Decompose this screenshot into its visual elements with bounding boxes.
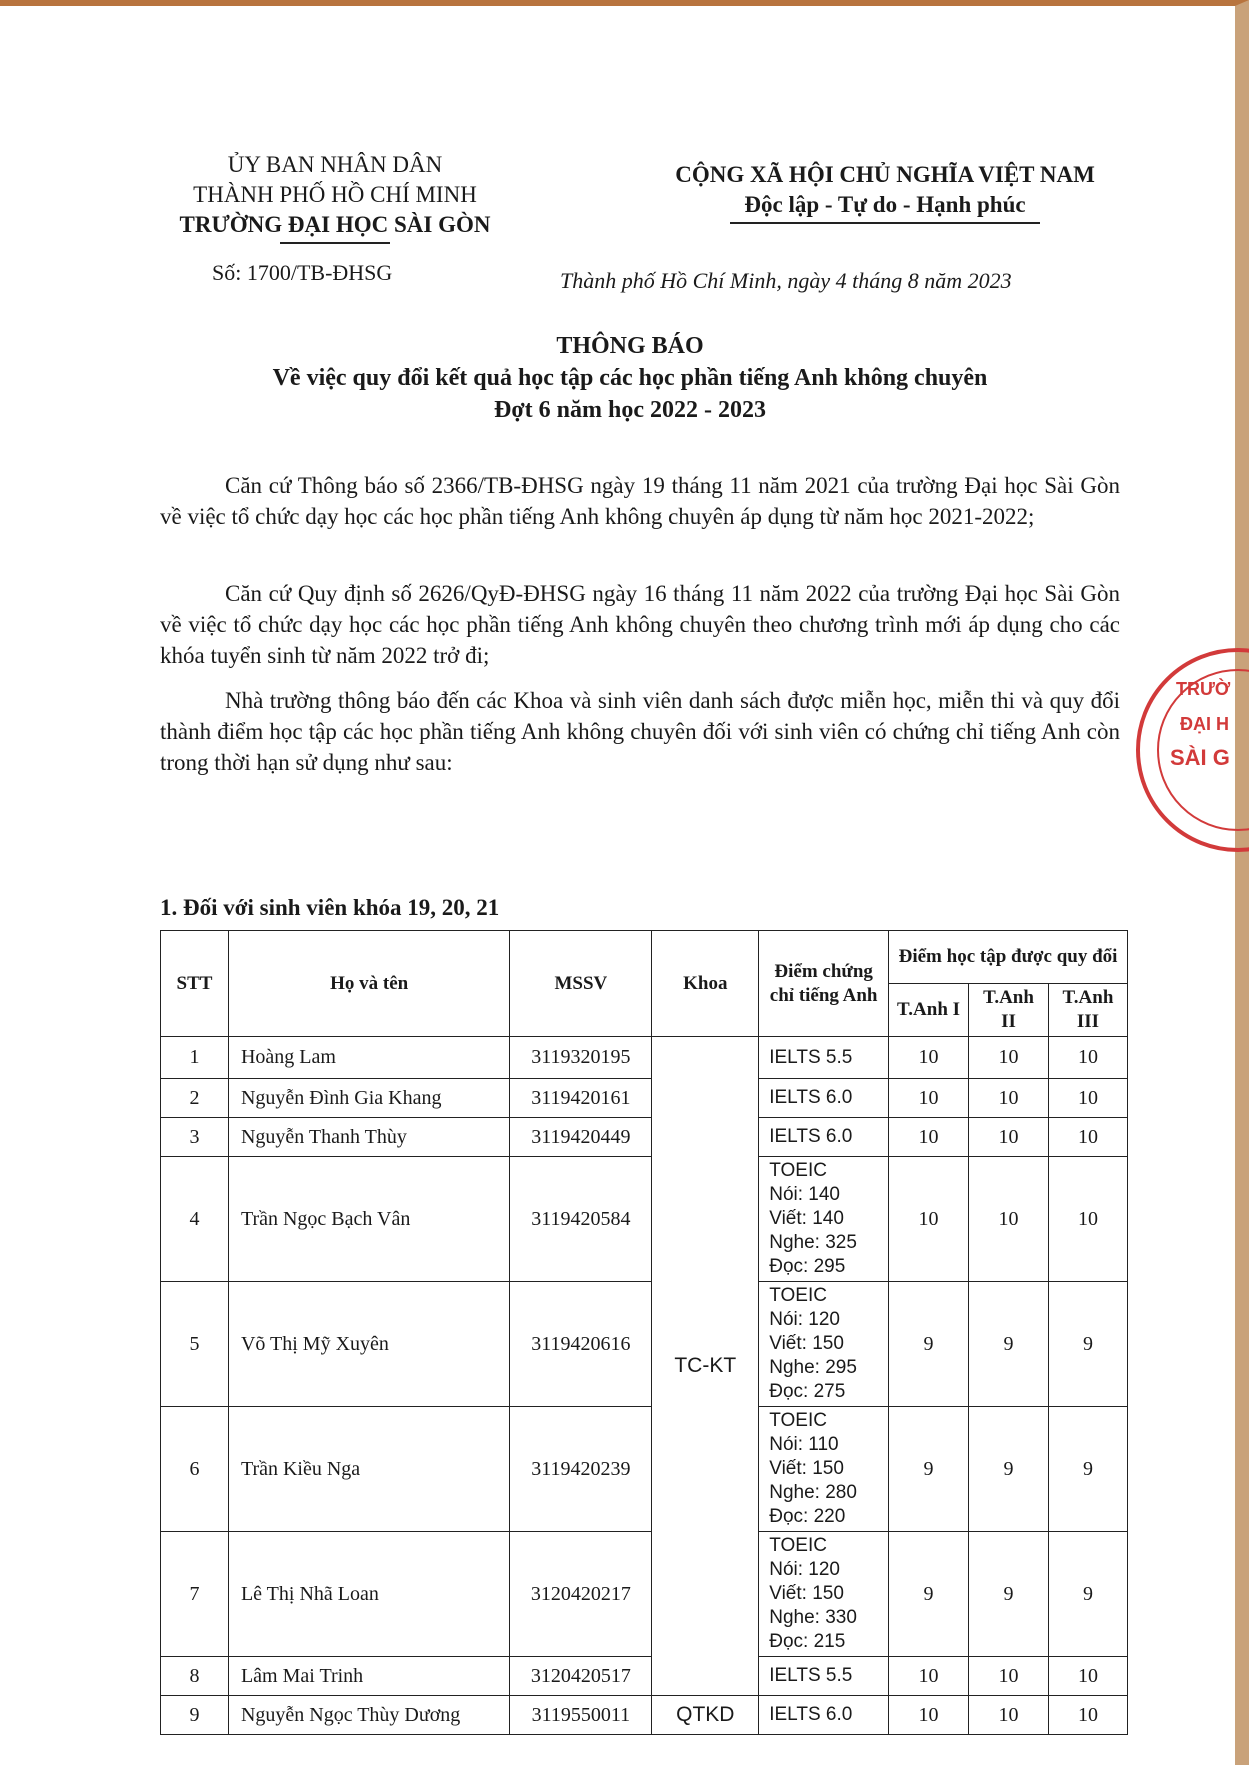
certificate-line: Đọc: 295 — [769, 1256, 846, 1277]
cell-name: Nguyễn Thanh Thùy — [228, 1118, 509, 1157]
cell-stt: 6 — [161, 1407, 229, 1532]
issuer-underline — [280, 242, 390, 244]
cell-certificate — [759, 1079, 889, 1118]
certificate-line: Nghe: 325 — [769, 1232, 857, 1253]
cell-tanh-2: 9 — [969, 1407, 1049, 1532]
cell-name: Hoàng Lam — [228, 1037, 509, 1079]
table-row — [161, 1407, 1128, 1532]
official-seal — [1128, 625, 1249, 865]
header-mssv: MSSV — [510, 931, 652, 1037]
certificate-line: Đọc: 275 — [769, 1381, 846, 1402]
cell-stt: 4 — [161, 1157, 229, 1282]
table-row — [161, 1532, 1128, 1657]
cell-stt: 3 — [161, 1118, 229, 1157]
cell-khoa: TC-KT — [652, 1037, 759, 1696]
certificate-line: Nói: 120 — [769, 1559, 841, 1580]
national-motto: Độc lập - Tự do - Hạnh phúc — [744, 192, 1026, 217]
cell-tanh-1: 10 — [889, 1657, 969, 1696]
cell-tanh-1: 10 — [889, 1037, 969, 1079]
cell-khoa: QTKD — [652, 1696, 759, 1735]
motto-underline — [730, 222, 1040, 224]
certificate-line: IELTS 5.5 — [769, 1665, 853, 1686]
issuer-line-2: THÀNH PHỐ HỒ CHÍ MINH — [193, 182, 477, 207]
cell-mssv: 3119420161 — [510, 1079, 652, 1118]
table-row — [161, 1157, 1128, 1282]
cell-tanh-3: 9 — [1048, 1407, 1127, 1532]
cell-tanh-1: 9 — [889, 1532, 969, 1657]
cell-tanh-3: 10 — [1048, 1157, 1127, 1282]
cell-tanh-3: 9 — [1048, 1532, 1127, 1657]
certificate-line: IELTS 5.5 — [769, 1046, 853, 1068]
cell-tanh-1: 10 — [889, 1079, 969, 1118]
cell-tanh-2: 10 — [969, 1696, 1049, 1735]
cell-tanh-2: 10 — [969, 1037, 1049, 1079]
header-name: Họ và tên — [228, 931, 509, 1037]
cell-tanh-3: 10 — [1048, 1657, 1127, 1696]
certificate-line: Đọc: 215 — [769, 1631, 846, 1652]
table-body — [161, 1037, 1128, 1735]
issuer-line-3: TRƯỜNG ĐẠI HỌC SÀI GÒN — [179, 212, 491, 237]
title-line-2: Về việc quy đổi kết quả học tập các học phần tiếng Anh không chuyên — [272, 365, 988, 391]
national-header — [615, 160, 1155, 224]
issuer-line-1: ỦY BAN NHÂN DÂN — [227, 152, 443, 177]
table-row — [161, 1282, 1128, 1407]
cell-mssv: 3119550011 — [510, 1696, 652, 1735]
certificate-line: IELTS 6.0 — [769, 1704, 853, 1725]
header-t2: T.Anh II — [969, 984, 1049, 1037]
document-title — [140, 330, 1120, 426]
cell-certificate — [759, 1696, 889, 1735]
certificate-line: Viết: 150 — [769, 1583, 844, 1604]
table-row — [161, 1079, 1128, 1118]
cell-name: Võ Thị Mỹ Xuyên — [228, 1282, 509, 1407]
table-header-row — [161, 931, 1128, 984]
cell-name: Nguyễn Đình Gia Khang — [228, 1079, 509, 1118]
cell-tanh-3: 10 — [1048, 1079, 1127, 1118]
cell-tanh-2: 10 — [969, 1157, 1049, 1282]
certificate-line: TOEIC — [769, 1535, 827, 1556]
cell-certificate — [759, 1282, 889, 1407]
cell-tanh-2: 10 — [969, 1079, 1049, 1118]
cell-mssv: 3119420239 — [510, 1407, 652, 1532]
cell-mssv: 3119420584 — [510, 1157, 652, 1282]
conversion-table — [160, 930, 1128, 1735]
cell-name: Lê Thị Nhã Loan — [228, 1532, 509, 1657]
certificate-line: TOEIC — [769, 1410, 827, 1431]
certificate-line: Nghe: 295 — [769, 1357, 857, 1378]
cell-name: Lâm Mai Trinh — [228, 1657, 509, 1696]
certificate-line: Viết: 150 — [769, 1333, 844, 1354]
cell-tanh-1: 10 — [889, 1118, 969, 1157]
certificate-line: Nói: 120 — [769, 1309, 841, 1330]
cell-tanh-2: 9 — [969, 1282, 1049, 1407]
header-t3: T.Anh III — [1048, 984, 1127, 1037]
cell-certificate — [759, 1118, 889, 1157]
certificate-line: Nói: 110 — [769, 1434, 839, 1455]
header-converted: Điểm học tập được quy đổi — [889, 931, 1128, 984]
certificate-line: Viết: 140 — [769, 1208, 844, 1229]
cell-certificate — [759, 1407, 889, 1532]
cell-stt: 1 — [161, 1037, 229, 1079]
certificate-line: Đọc: 220 — [769, 1506, 846, 1527]
cell-tanh-3: 10 — [1048, 1118, 1127, 1157]
cell-stt: 2 — [161, 1079, 229, 1118]
cell-tanh-2: 10 — [969, 1657, 1049, 1696]
section-heading: 1. Đối với sinh viên khóa 19, 20, 21 — [160, 895, 500, 920]
cell-stt: 9 — [161, 1696, 229, 1735]
cell-name: Trần Kiều Nga — [228, 1407, 509, 1532]
cell-mssv: 3120420517 — [510, 1657, 652, 1696]
cell-tanh-2: 10 — [969, 1118, 1049, 1157]
national-line-1: CỘNG XÃ HỘI CHỦ NGHĨA VIỆT NAM — [675, 162, 1095, 187]
paragraph-2: Căn cứ Quy định số 2626/QyĐ-ĐHSG ngày 16 tháng 11 năm 2022 của trường Đại học Sài Gòn về việc tổ chức dạy học các học phần tiếng Anh không chuyên theo chương trình mới áp dụng cho các khóa tuyển sinh từ năm 2022 trở đi; — [160, 581, 1120, 668]
cell-name: Nguyễn Ngọc Thùy Dương — [228, 1696, 509, 1735]
header-t1: T.Anh I — [889, 984, 969, 1037]
cell-tanh-3: 10 — [1048, 1037, 1127, 1079]
issuer-header — [140, 150, 530, 244]
cell-tanh-1: 10 — [889, 1696, 969, 1735]
certificate-line: Nói: 140 — [769, 1184, 841, 1205]
certificate-line: Nghe: 330 — [769, 1607, 857, 1628]
table-row — [161, 1696, 1128, 1735]
cell-stt: 5 — [161, 1282, 229, 1407]
certificate-line: Viết: 150 — [769, 1458, 844, 1479]
header-cert: Điểm chứng chỉ tiếng Anh — [759, 931, 889, 1037]
table-row — [161, 1037, 1128, 1079]
seal-text-3: SÀI G — [1170, 745, 1230, 770]
cell-certificate — [759, 1037, 889, 1079]
document-number: Số: 1700/TB-ĐHSG — [212, 260, 393, 285]
cell-mssv: 3119420616 — [510, 1282, 652, 1407]
header-stt: STT — [161, 931, 229, 1037]
cell-mssv: 3119420449 — [510, 1118, 652, 1157]
cell-mssv: 3119320195 — [510, 1037, 652, 1079]
document-date: Thành phố Hồ Chí Minh, ngày 4 tháng 8 năm 2023 — [560, 268, 1012, 293]
certificate-line: IELTS 6.0 — [769, 1087, 853, 1108]
cell-tanh-3: 10 — [1048, 1696, 1127, 1735]
cell-tanh-1: 9 — [889, 1407, 969, 1532]
cell-stt: 7 — [161, 1532, 229, 1657]
seal-text-1: TRƯỜ — [1176, 679, 1231, 699]
certificate-line: TOEIC — [769, 1285, 827, 1306]
title-line-1: THÔNG BÁO — [556, 333, 704, 359]
cell-certificate — [759, 1657, 889, 1696]
table-row — [161, 1118, 1128, 1157]
certificate-line: IELTS 6.0 — [769, 1126, 853, 1147]
cell-tanh-1: 9 — [889, 1282, 969, 1407]
seal-text-2: ĐẠI H — [1180, 714, 1229, 734]
cell-mssv: 3120420217 — [510, 1532, 652, 1657]
cell-stt: 8 — [161, 1657, 229, 1696]
paragraph-3: Nhà trường thông báo đến các Khoa và sinh viên danh sách được miễn học, miễn thi và quy đổi thành điểm học tập các học phần tiếng Anh không chuyên đối với sinh viên có chứng chỉ tiếng Anh còn trong thời hạn sử dụng như sau: — [160, 688, 1120, 775]
cell-certificate — [759, 1532, 889, 1657]
title-line-3: Đợt 6 năm học 2022 - 2023 — [494, 397, 766, 423]
header-khoa: Khoa — [652, 931, 759, 1037]
paragraph-1: Căn cứ Thông báo số 2366/TB-ĐHSG ngày 19 tháng 11 năm 2021 của trường Đại học Sài Gòn về việc tổ chức dạy học các học phần tiếng Anh không chuyên áp dụng từ năm học 2021-2022; — [160, 473, 1120, 529]
cell-name: Trần Ngọc Bạch Vân — [228, 1157, 509, 1282]
table-row — [161, 1657, 1128, 1696]
cell-certificate — [759, 1157, 889, 1282]
certificate-line: Nghe: 280 — [769, 1482, 857, 1503]
cell-tanh-2: 9 — [969, 1532, 1049, 1657]
cell-tanh-1: 10 — [889, 1157, 969, 1282]
certificate-line: TOEIC — [769, 1160, 827, 1181]
cell-tanh-3: 9 — [1048, 1282, 1127, 1407]
